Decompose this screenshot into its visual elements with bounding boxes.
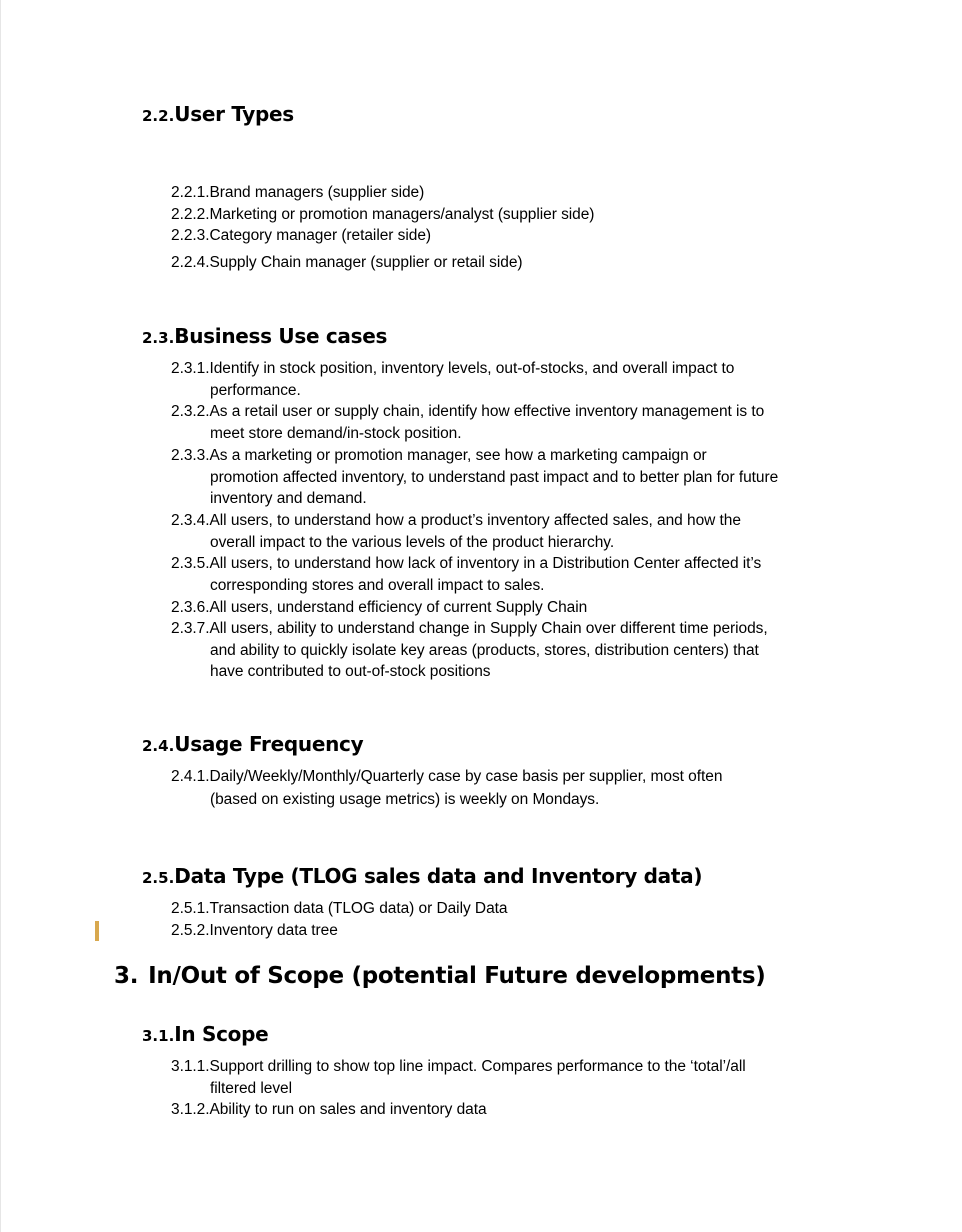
item-text-continued: promotion affected inventory, to understand past impact and to better plan for future [210,468,779,486]
item-text: Inventory data tree [209,922,338,939]
list-item [171,618,861,683]
item-number: 2.3.3. [171,447,210,464]
item-number: 2.3.6. [171,599,210,616]
heading-number: 2.2. [142,107,175,125]
item-number: 2.2.2. [171,206,210,223]
list-item [171,553,861,596]
list-item [171,204,861,226]
item-number: 2.2.1. [171,184,210,201]
item-number: 2.3.7. [171,620,210,637]
item-text: All users, understand efficiency of current Supply Chain [209,599,588,616]
item-text: All users, to understand how a product’s inventory affected sales, and how the [209,512,741,529]
item-text: Daily/Weekly/Monthly/Quarterly case by case basis per supplier, most often [209,768,723,785]
item-text: All users, to understand how lack of inventory in a Distribution Center affected it’s [209,555,762,572]
item-text-continued: filtered level [210,1079,293,1097]
list-item [171,920,861,942]
heading-usage-frequency [142,732,363,758]
heading-user-types [142,102,294,128]
list-item [171,898,861,920]
heading-number: 2.5. [142,869,175,887]
item-text-continued: inventory and demand. [210,490,367,508]
heading-number: 3. [114,963,139,989]
list-item [171,1056,861,1099]
item-text: Transaction data (TLOG data) or Daily Data [209,900,508,917]
heading-scope [114,962,765,990]
heading-in-scope [142,1022,268,1048]
item-text: Supply Chain manager (supplier or retail side) [209,254,523,271]
item-text: Identify in stock position, inventory levels, out-of-stocks, and overall impact to [209,360,735,377]
heading-data-type [142,864,702,890]
list-item [171,765,861,811]
heading-number: 3.1. [142,1027,175,1045]
heading-business-use-cases [142,324,387,350]
list-item [171,225,861,247]
list-item [171,510,861,553]
item-number: 2.3.2. [171,403,210,420]
item-text: All users, ability to understand change in Supply Chain over different time periods, [209,620,768,637]
item-text-continued: corresponding stores and overall impact to sales. [210,576,545,594]
item-text: Category manager (retailer side) [209,227,432,244]
heading-title: In/Out of Scope (potential Future developments) [148,963,766,989]
list-item [171,401,861,444]
heading-title: Business Use cases [174,324,388,348]
item-text-continued: have contributed to out-of-stock positions [210,663,491,681]
list-item [171,358,861,401]
item-number: 2.3.5. [171,555,210,572]
item-text-continued: performance. [210,381,301,399]
item-number: 2.3.4. [171,512,210,529]
list-item [171,182,861,204]
item-text: Brand managers (supplier side) [209,184,425,201]
item-text: Ability to run on sales and inventory data [209,1101,487,1118]
item-number: 2.4.1. [171,768,210,785]
item-text-continued: overall impact to the various levels of the product hierarchy. [210,533,615,551]
item-text: As a retail user or supply chain, identify how effective inventory management is to [209,403,765,420]
list-item [171,445,861,510]
item-text: As a marketing or promotion manager, see how a marketing campaign or [209,447,707,464]
item-number: 2.3.1. [171,360,210,377]
item-number: 2.2.4. [171,254,210,271]
heading-number: 2.4. [142,737,175,755]
list-item [171,597,861,619]
item-number: 2.5.2. [171,922,210,939]
heading-title: Usage Frequency [174,732,364,756]
list-item [171,1099,861,1121]
item-text-continued: meet store demand/in-stock position. [210,424,462,442]
list-item [171,252,861,274]
item-number: 2.2.3. [171,227,210,244]
item-text-continued: and ability to quickly isolate key areas (products, stores, distribution centers) that [210,641,759,659]
heading-number: 2.3. [142,329,175,347]
item-text-continued: (based on existing usage metrics) is weekly on Mondays. [210,791,600,808]
revision-change-bar [95,921,99,941]
item-text: Support drilling to show top line impact. Compares performance to the ‘total’/all [209,1058,746,1075]
item-number: 3.1.1. [171,1058,210,1075]
heading-title: Data Type (TLOG sales data and Inventory data) [174,864,703,888]
item-number: 3.1.2. [171,1101,210,1118]
item-number: 2.5.1. [171,900,210,917]
item-text: Marketing or promotion managers/analyst (supplier side) [209,206,595,223]
heading-title: User Types [174,102,294,126]
heading-title: In Scope [174,1022,269,1046]
